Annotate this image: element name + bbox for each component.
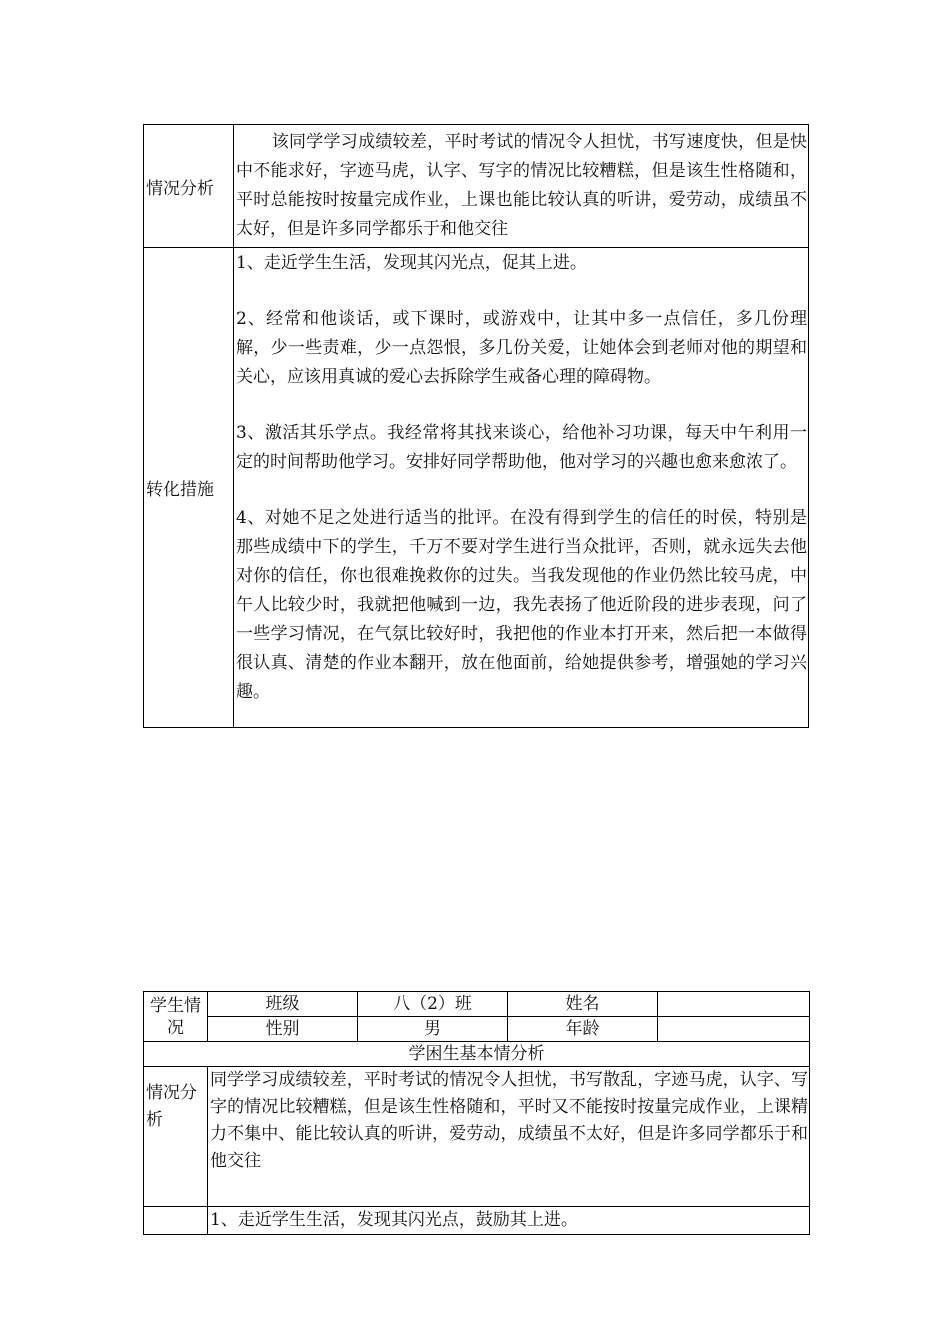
student-info-label-line1: 学生情 xyxy=(150,995,201,1016)
analysis-text-cell xyxy=(234,125,809,248)
student-info-label xyxy=(144,992,208,1042)
name-value xyxy=(658,992,810,1017)
student-info-label-line2: 况 xyxy=(167,1017,184,1038)
analysis-text-2: 同学学习成绩较差，平时考试的情况令人担忧，书写散乱，字迹马虎，认字、写字的情况比较糟糕，但是该生性格随和，平时又不能按时按量完成作业，上课精力不集中、能比较认真的听讲，爱劳动，成绩虽不太好，但是许多同学都乐于和他交往 xyxy=(208,1067,810,1207)
class-value: 八（2）班 xyxy=(358,992,508,1017)
student-analysis-table-1 xyxy=(143,124,809,728)
age-value xyxy=(658,1017,810,1042)
analysis-label-2-line1: 情况分 xyxy=(146,1083,197,1103)
analysis-row-2 xyxy=(144,1067,810,1207)
measure-item-4: 4、对她不足之处进行适当的批评。在没有得到学生的信任的时侯，特别是那些成绩中下的学生，千万不要对学生进行当众批评，否则，就永远失去他对你的信任，你也很难挽救你的过失。当我发现他的作业仍然比较马虎，中午人比较少时，我就把他喊到一边，我先表扬了他近阶段的进步表现，问了一些学习情况，在气氛比较好时，我把他的作业本打开来，然后把一本做得很认真、清楚的作业本翻开，放在他面前，给她提供参考，增强她的学习兴趣。 xyxy=(236,508,807,702)
info-row-2 xyxy=(144,1017,810,1042)
class-label: 班级 xyxy=(208,992,358,1017)
gender-label: 性别 xyxy=(208,1017,358,1042)
measure-item-2-1: 1、走近学生生活，发现其闪光点，鼓励其上进。 xyxy=(208,1207,810,1235)
section-title: 学困生基本情分析 xyxy=(144,1042,810,1067)
analysis-row xyxy=(144,125,809,248)
gender-value: 男 xyxy=(358,1017,508,1042)
name-label: 姓名 xyxy=(508,992,658,1017)
analysis-label: 情况分析 xyxy=(144,125,234,248)
info-row-1 xyxy=(144,992,810,1017)
measures-label: 转化措施 xyxy=(144,248,234,728)
analysis-text: 该同学学习成绩较差，平时考试的情况令人担忧，书写速度快，但是快中不能求好，字迹马虎，认字、写字的情况比较糟糕，但是该生性格随和，平时总能按时按量完成作业，上课也能比较认真的听讲，爱劳动，成绩虽不太好，但是许多同学都乐于和他交往 xyxy=(236,132,807,239)
section-title-row xyxy=(144,1042,810,1067)
measures-row-2 xyxy=(144,1207,810,1235)
measures-row xyxy=(144,248,809,728)
measure-item-1: 1、走近学生生活，发现其闪光点，促其上进。 xyxy=(236,253,587,273)
analysis-label-2 xyxy=(144,1067,208,1207)
measures-label-2-empty xyxy=(144,1207,208,1235)
measure-item-2: 2、经常和他谈话，或下课时，或游戏中，让其中多一点信任，多几份理解，少一些责难，少一点怨恨，多几份关爱，让她体会到老师对他的期望和关心，应该用真诚的爱心去拆除学生戒备心理的障碍物。 xyxy=(236,309,807,387)
analysis-label-2-line2: 析 xyxy=(146,1110,163,1130)
measure-item-3: 3、激活其乐学点。我经常将其找来谈心，给他补习功课，每天中午利用一定的时间帮助他学习。安排好同学帮助他，他对学习的兴趣也愈来愈浓了。 xyxy=(236,423,807,472)
student-info-table-2 xyxy=(143,991,810,1235)
age-label: 年龄 xyxy=(508,1017,658,1042)
measures-text-cell xyxy=(234,248,809,728)
